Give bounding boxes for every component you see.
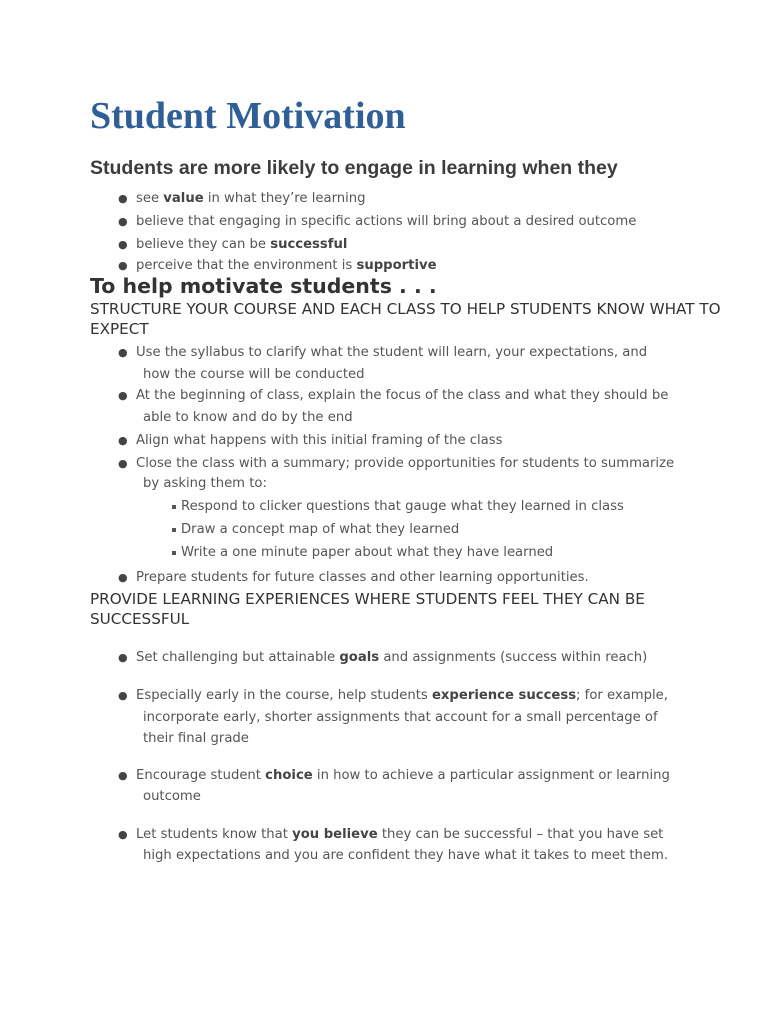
structure-subitem: Write a one minute paper about what they have learned [181,545,554,560]
bullet-icon: ● [118,457,128,470]
success-item: Let students know that you believe they can be successful – that you have set [136,827,664,842]
engage-subtitle: Students are more likely to engage in learning when they [90,157,618,179]
bullet-icon: ● [118,769,128,782]
success-item: Especially early in the course, help students experience success; for example, [136,688,668,703]
bullet-icon: ● [118,571,128,584]
bullet-icon: ● [118,434,128,447]
square-bullet-icon [172,505,176,509]
motivate-heading: To help motivate students . . . [90,274,437,298]
engage-item: believe that engaging in specific actions will bring about a desired outcome [136,214,637,229]
engage-item: see value in what they’re learning [136,191,366,206]
structure-item: Use the syllabus to clarify what the student will learn, your expectations, and [136,345,648,360]
bullet-icon: ● [118,215,128,228]
structure-item: Prepare students for future classes and other learning opportunities. [136,570,589,585]
engage-item: perceive that the environment is supportive [136,258,437,273]
bullet-icon: ● [118,689,128,702]
bullet-icon: ● [118,238,128,251]
section-heading-success: PROVIDE LEARNING EXPERIENCES WHERE STUDENTS FEEL THEY CAN BE SUCCESSFUL [90,590,645,628]
bullet-icon: ● [118,389,128,402]
square-bullet-icon [172,528,176,532]
structure-item-continuation: by asking them to: [143,476,267,491]
bullet-icon: ● [118,828,128,841]
bullet-icon: ● [118,346,128,359]
structure-subitem: Respond to clicker questions that gauge what they learned in class [181,499,624,514]
engage-item: believe they can be successful [136,237,348,252]
success-item-continuation: outcome [143,789,201,804]
structure-item-continuation: able to know and do by the end [143,410,353,425]
bullet-icon: ● [118,192,128,205]
structure-item: Close the class with a summary; provide opportunities for students to summarize [136,456,675,471]
structure-item-continuation: how the course will be conducted [143,367,365,382]
page-title: Student Motivation [90,95,406,137]
section-heading-structure: STRUCTURE YOUR COURSE AND EACH CLASS TO HELP STUDENTS KNOW WHAT TO EXPECT [90,300,721,338]
bullet-icon: ● [118,259,128,272]
success-item: Encourage student choice in how to achieve a particular assignment or learning [136,768,670,783]
structure-item: At the beginning of class, explain the focus of the class and what they should be [136,388,669,403]
success-item-continuation: incorporate early, shorter assignments that account for a small percentage of [143,710,658,725]
bullet-icon: ● [118,651,128,664]
structure-item: Align what happens with this initial framing of the class [136,433,503,448]
square-bullet-icon [172,551,176,555]
success-item-continuation: high expectations and you are confident they have what it takes to meet them. [143,848,669,863]
success-item: Set challenging but attainable goals and assignments (success within reach) [136,650,648,665]
structure-subitem: Draw a concept map of what they learned [181,522,460,537]
success-item-continuation: their final grade [143,731,249,746]
